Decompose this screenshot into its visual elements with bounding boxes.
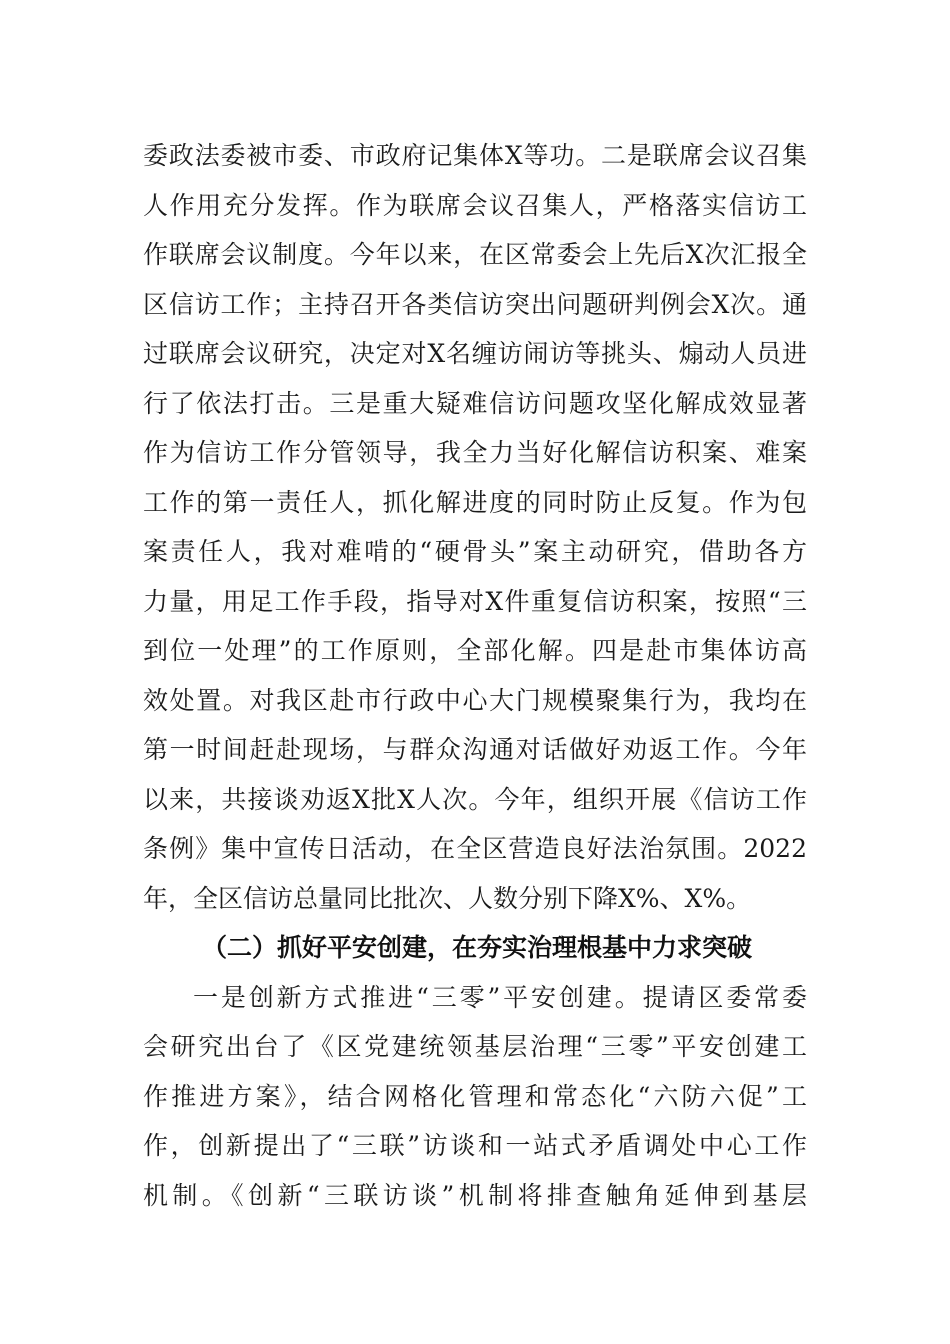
paragraph-line: 以来，共接谈劝返Ⅹ批Ⅹ人次。今年，组织开展《信访工作 xyxy=(143,784,807,814)
paragraph-line: 力量，用足工作手段，指导对Ⅹ件重复信访积案，按照“三 xyxy=(143,586,807,616)
paragraph-first-line: 一是创新方式推进“三零”平安创建。提请区委常委 xyxy=(193,982,807,1012)
document-body xyxy=(143,131,807,1220)
section-heading: （二）抓好平安创建，在夯实治理根基中力求突破 xyxy=(202,933,753,962)
paragraph-line: 会研究出台了《区党建统领基层治理“三零”平安创建工 xyxy=(143,1032,807,1061)
paragraph-line: 第一时间赶赴现场，与群众沟通对话做好劝返工作。今年 xyxy=(143,735,807,764)
paragraph-line: 作联席会议制度。今年以来，在区常委会上先后Ⅹ次汇报全 xyxy=(143,240,807,269)
paragraph-line: 到位一处理”的工作原则，全部化解。四是赴市集体访高 xyxy=(143,636,807,665)
paragraph-line: 区信访工作；主持召开各类信访突出问题研判例会Ⅹ次。通 xyxy=(143,289,807,319)
paragraph-line: 工作的第一责任人，抓化解进度的同时防止反复。作为包 xyxy=(143,487,807,517)
paragraph-line: 作推进方案》，结合网格化管理和常态化“六防六促”工 xyxy=(143,1081,807,1111)
paragraph-line: 机制。《创新“三联访谈”机制将排查触角延伸到基层 xyxy=(143,1180,807,1210)
paragraph-line: 案责任人，我对难啃的“硬骨头”案主动研究，借助各方 xyxy=(143,537,807,566)
paragraph-line: 作，创新提出了“三联”访谈和一站式矛盾调处中心工作 xyxy=(143,1131,807,1160)
paragraph-last-line: 年，全区信访总量同比批次、人数分别下降Ⅹ%、Ⅹ%。 xyxy=(143,883,752,913)
paragraph-line: 作为信访工作分管领导，我全力当好化解信访积案、难案 xyxy=(143,438,807,467)
paragraph-line: 效处置。对我区赴市行政中心大门规模聚集行为，我均在 xyxy=(143,685,807,715)
paragraph-line: 行了依法打击。三是重大疑难信访问题攻坚化解成效显著 xyxy=(143,388,807,418)
paragraph-line: 人作用充分发挥。作为联席会议召集人，严格落实信访工 xyxy=(143,190,807,220)
paragraph-line: 条例》集中宣传日活动，在全区营造良好法治氛围。2022 xyxy=(143,834,807,863)
paragraph-line: 过联席会议研究，决定对Ⅹ名缠访闹访等挑头、煽动人员进 xyxy=(143,339,807,368)
paragraph-line: 委政法委被市委、市政府记集体Ⅹ等功。二是联席会议召集 xyxy=(143,141,807,170)
